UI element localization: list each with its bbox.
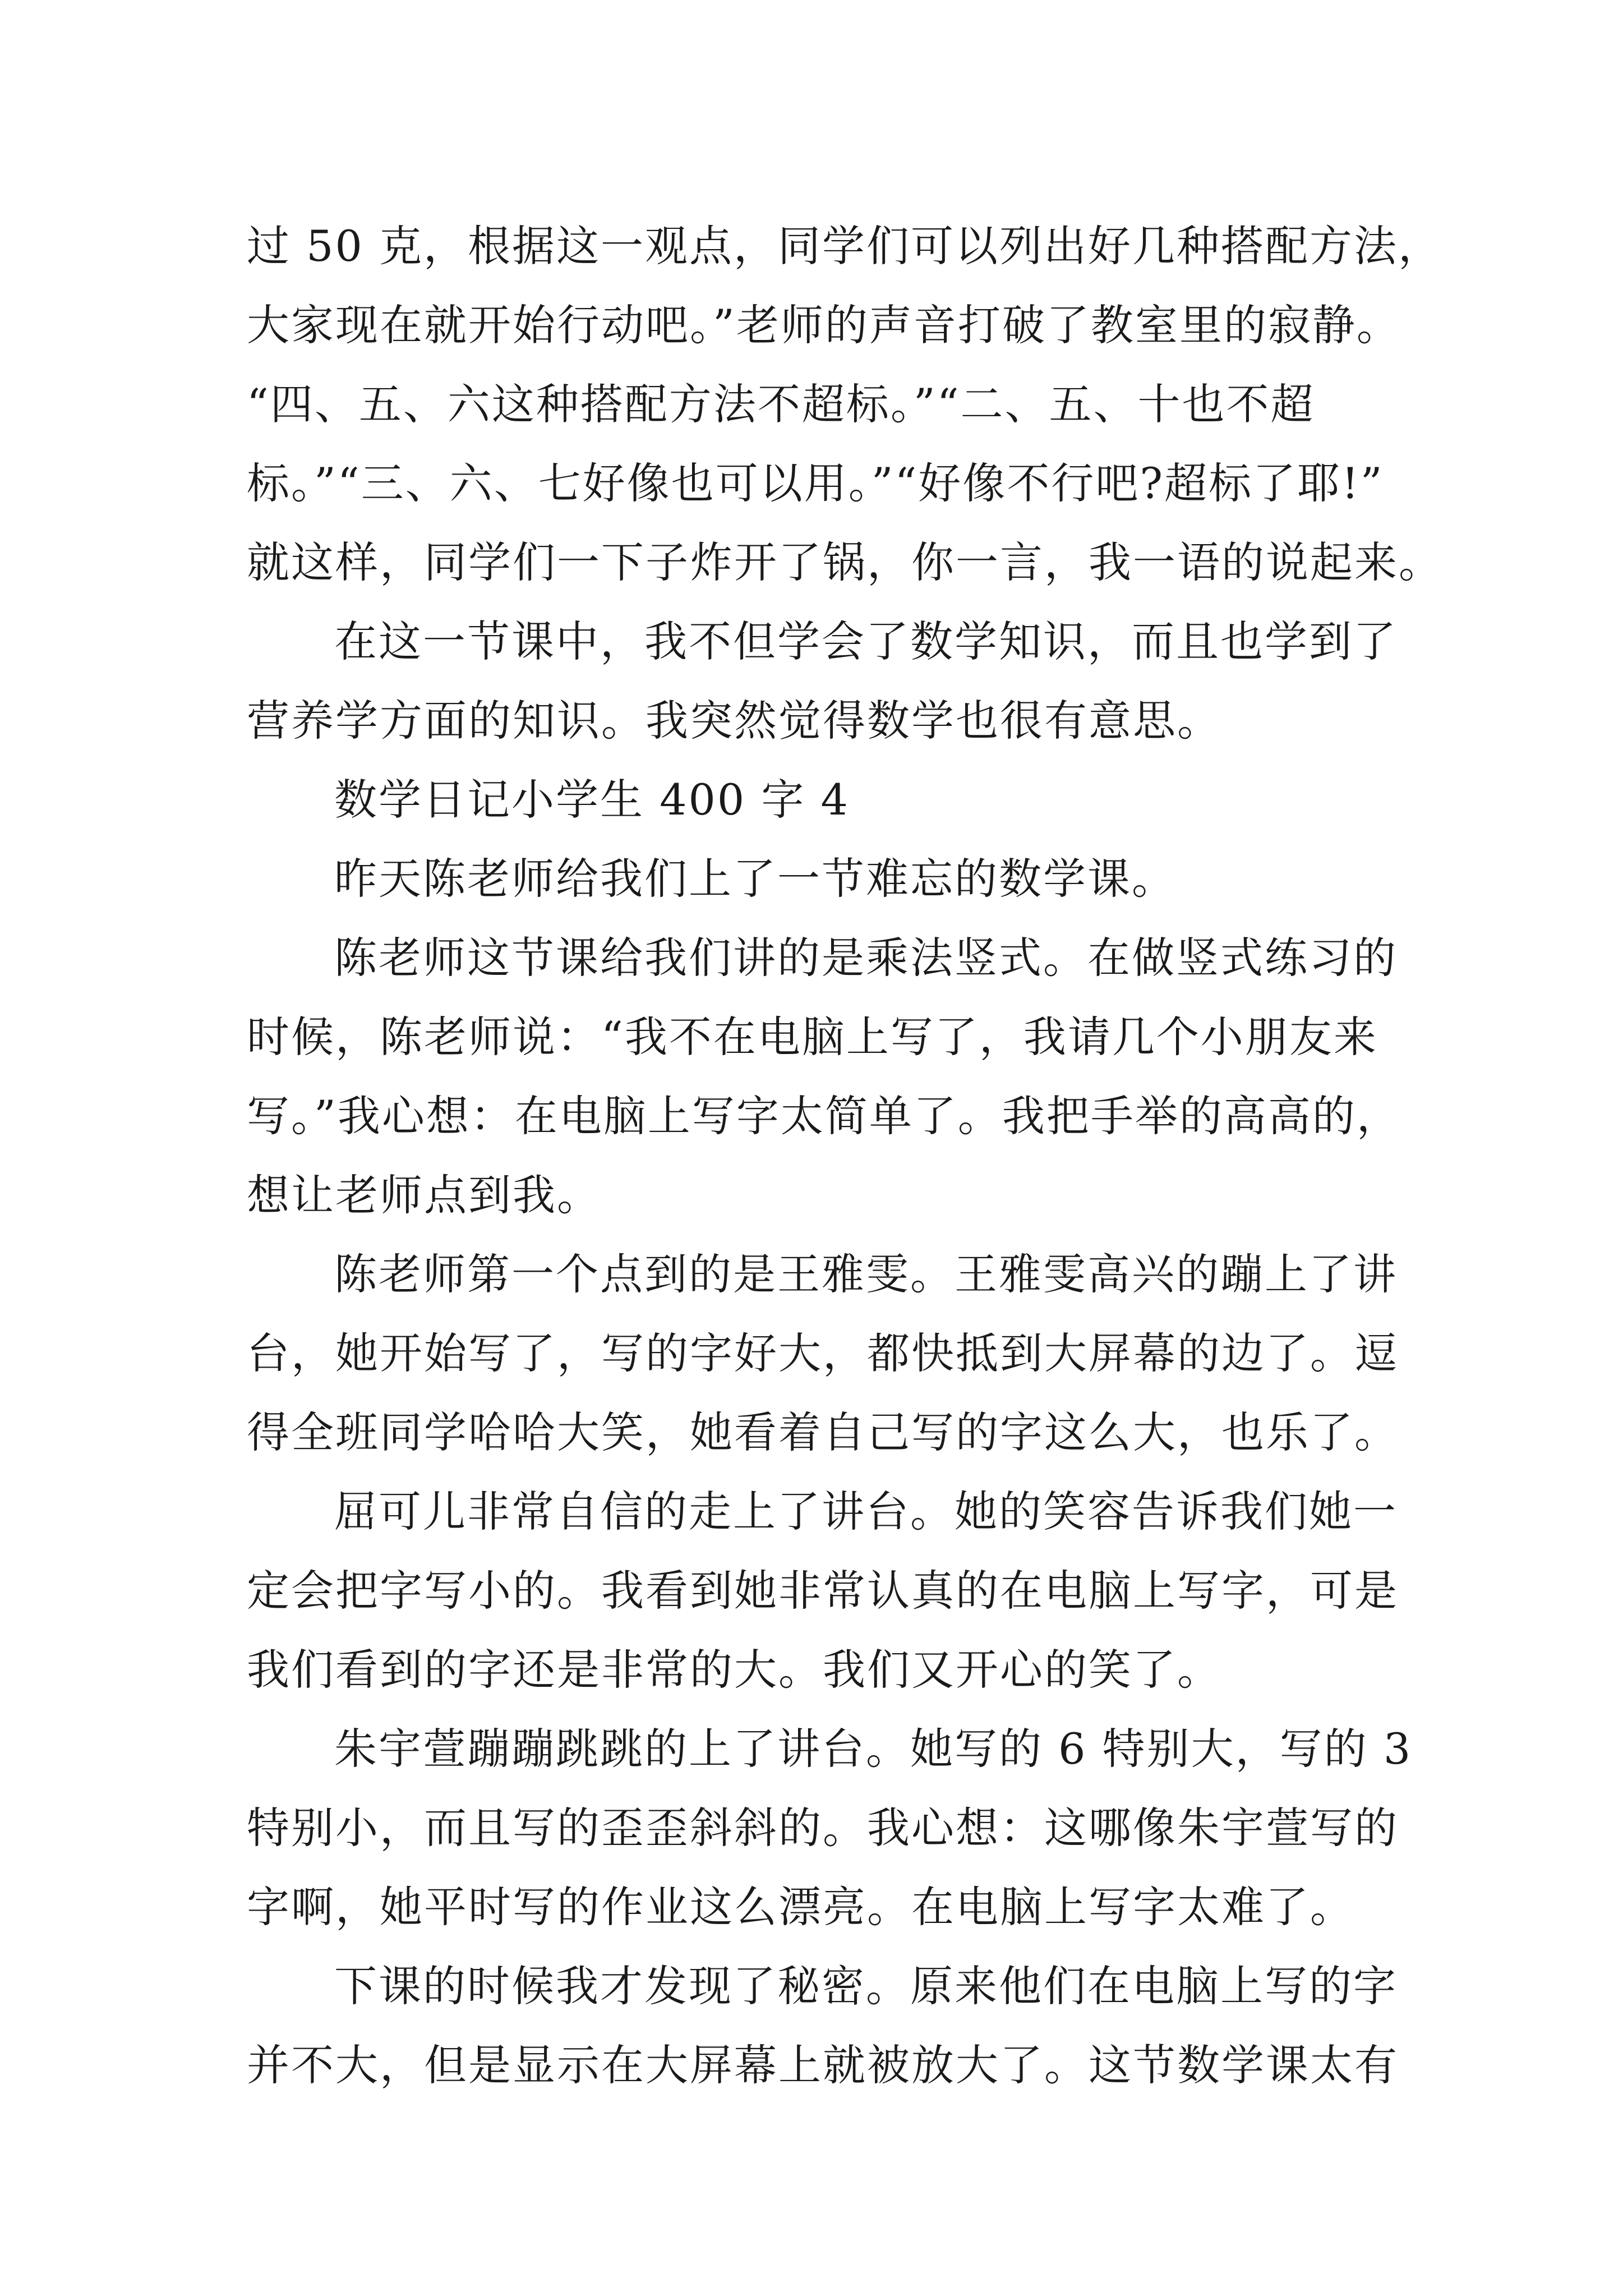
- text-line: 写。”我心想：在电脑上写字太简单了。我把手举的高高的，: [247, 1091, 1401, 1141]
- section-heading: 数学日记小学生 400 字 4: [334, 775, 850, 825]
- text-line: 字啊，她平时写的作业这么漂亮。在电脑上写字太难了。: [247, 1882, 1354, 1932]
- text-line: 屈可儿非常自信的走上了讲台。她的笑容告诉我们她一: [334, 1487, 1398, 1536]
- text-line: 大家现在就开始行动吧。”老师的声音打破了教室里的寂静。: [247, 300, 1401, 350]
- text-line: 在这一节课中，我不但学会了数学知识，而且也学到了: [334, 616, 1398, 666]
- text-line: 过 50 克，根据这一观点，同学们可以列出好几种搭配方法，: [247, 221, 1443, 271]
- text-line: 就这样，同学们一下子炸开了锅，你一言，我一语的说起来。: [247, 537, 1443, 587]
- text-line: 营养学方面的知识。我突然觉得数学也很有意思。: [247, 696, 1221, 746]
- text-line: 陈老师这节课给我们讲的是乘法竖式。在做竖式练习的: [334, 933, 1398, 983]
- text-line: 标。”“三、六、七好像也可以用。”“好像不行吧?超标了耶!”: [247, 458, 1384, 508]
- text-line: 并不大，但是显示在大屏幕上就被放大了。这节数学课太有: [247, 2040, 1399, 2090]
- text-line: 朱宇萱蹦蹦跳跳的上了讲台。她写的 6 特别大，写的 3: [334, 1724, 1413, 1774]
- text-line: 下课的时候我才发现了秘密。原来他们在电脑上写的字: [334, 1961, 1398, 2011]
- text-line: 台，她开始写了，写的字好大，都快抵到大屏幕的边了。逗: [247, 1328, 1399, 1378]
- text-line: 想让老师点到我。: [247, 1170, 601, 1220]
- text-line: 昨天陈老师给我们上了一节难忘的数学课。: [334, 854, 1176, 904]
- text-line: 特别小，而且写的歪歪斜斜的。我心想：这哪像朱宇萱写的: [247, 1803, 1399, 1853]
- body-text: [247, 206, 1443, 2105]
- text-line: 得全班同学哈哈大笑，她看着自己写的字这么大，也乐了。: [247, 1407, 1399, 1457]
- text-line: 定会把字写小的。我看到她非常认真的在电脑上写字，可是: [247, 1566, 1399, 1616]
- text-line: “四、五、六这种搭配方法不超标。”“二、五、十也不超: [247, 379, 1315, 429]
- text-line: 我们看到的字还是非常的大。我们又开心的笑了。: [247, 1645, 1221, 1695]
- text-line: 时候，陈老师说：“我不在电脑上写了，我请几个小朋友来: [247, 1012, 1378, 1062]
- text-line: 陈老师第一个点到的是王雅雯。王雅雯高兴的蹦上了讲: [334, 1249, 1398, 1299]
